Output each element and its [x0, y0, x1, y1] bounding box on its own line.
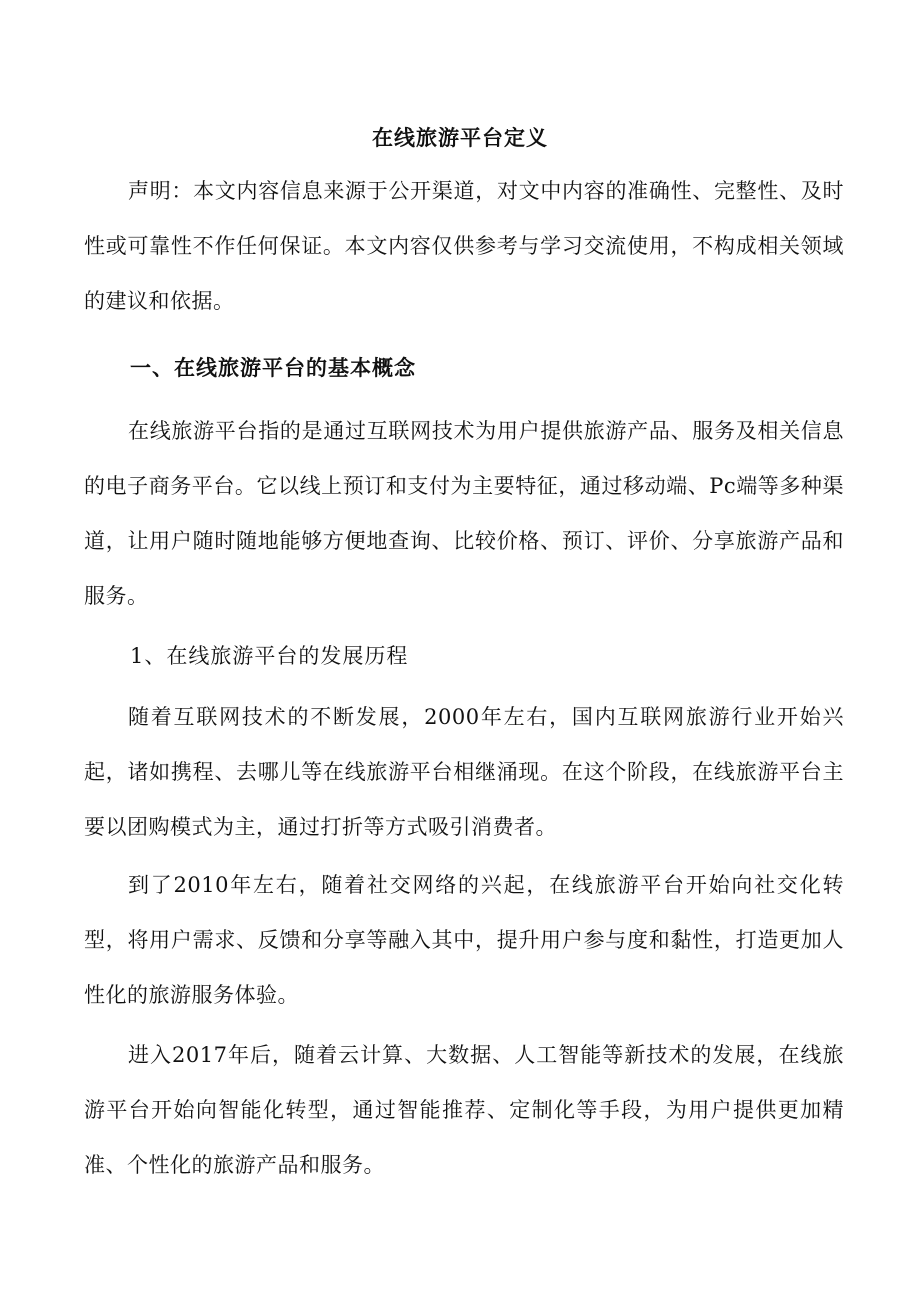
body-paragraph: 进入2017年后，随着云计算、大数据、人工智能等新技术的发展，在线旅游平台开始向智能化转型，通过智能推荐、定制化等手段，为用户提供更加精准、个性化的旅游产品和服务。 [84, 1043, 844, 1177]
section-heading: 一、在线旅游平台的基本概念 [130, 355, 416, 380]
subsection-heading: 1、在线旅游平台的发展历程 [130, 644, 409, 668]
body-paragraph: 在线旅游平台指的是通过互联网技术为用户提供旅游产品、服务及相关信息的电子商务平台。它以线上预订和支付为主要特征，通过移动端、Pc端等多种渠道，让用户随时随地能够方便地查询、比较价格、预订、评价、分享旅游产品和服务。 [84, 419, 844, 608]
disclaimer-paragraph: 声明：本文内容信息来源于公开渠道，对文中内容的准确性、完整性、及时性或可靠性不作任何保证。本文内容仅供参考与学习交流使用，不构成相关领域的建议和依据。 [84, 179, 844, 313]
document-title: 在线旅游平台定义 [372, 125, 548, 150]
body-paragraph: 随着互联网技术的不断发展，2000年左右，国内互联网旅游行业开始兴起，诸如携程、去哪儿等在线旅游平台相继涌现。在这个阶段，在线旅游平台主要以团购模式为主，通过打折等方式吸引消费者。 [84, 705, 844, 839]
body-paragraph: 到了2010年左右，随着社交网络的兴起，在线旅游平台开始向社交化转型，将用户需求、反馈和分享等融入其中，提升用户参与度和黏性，打造更加人性化的旅游服务体验。 [84, 873, 844, 1007]
